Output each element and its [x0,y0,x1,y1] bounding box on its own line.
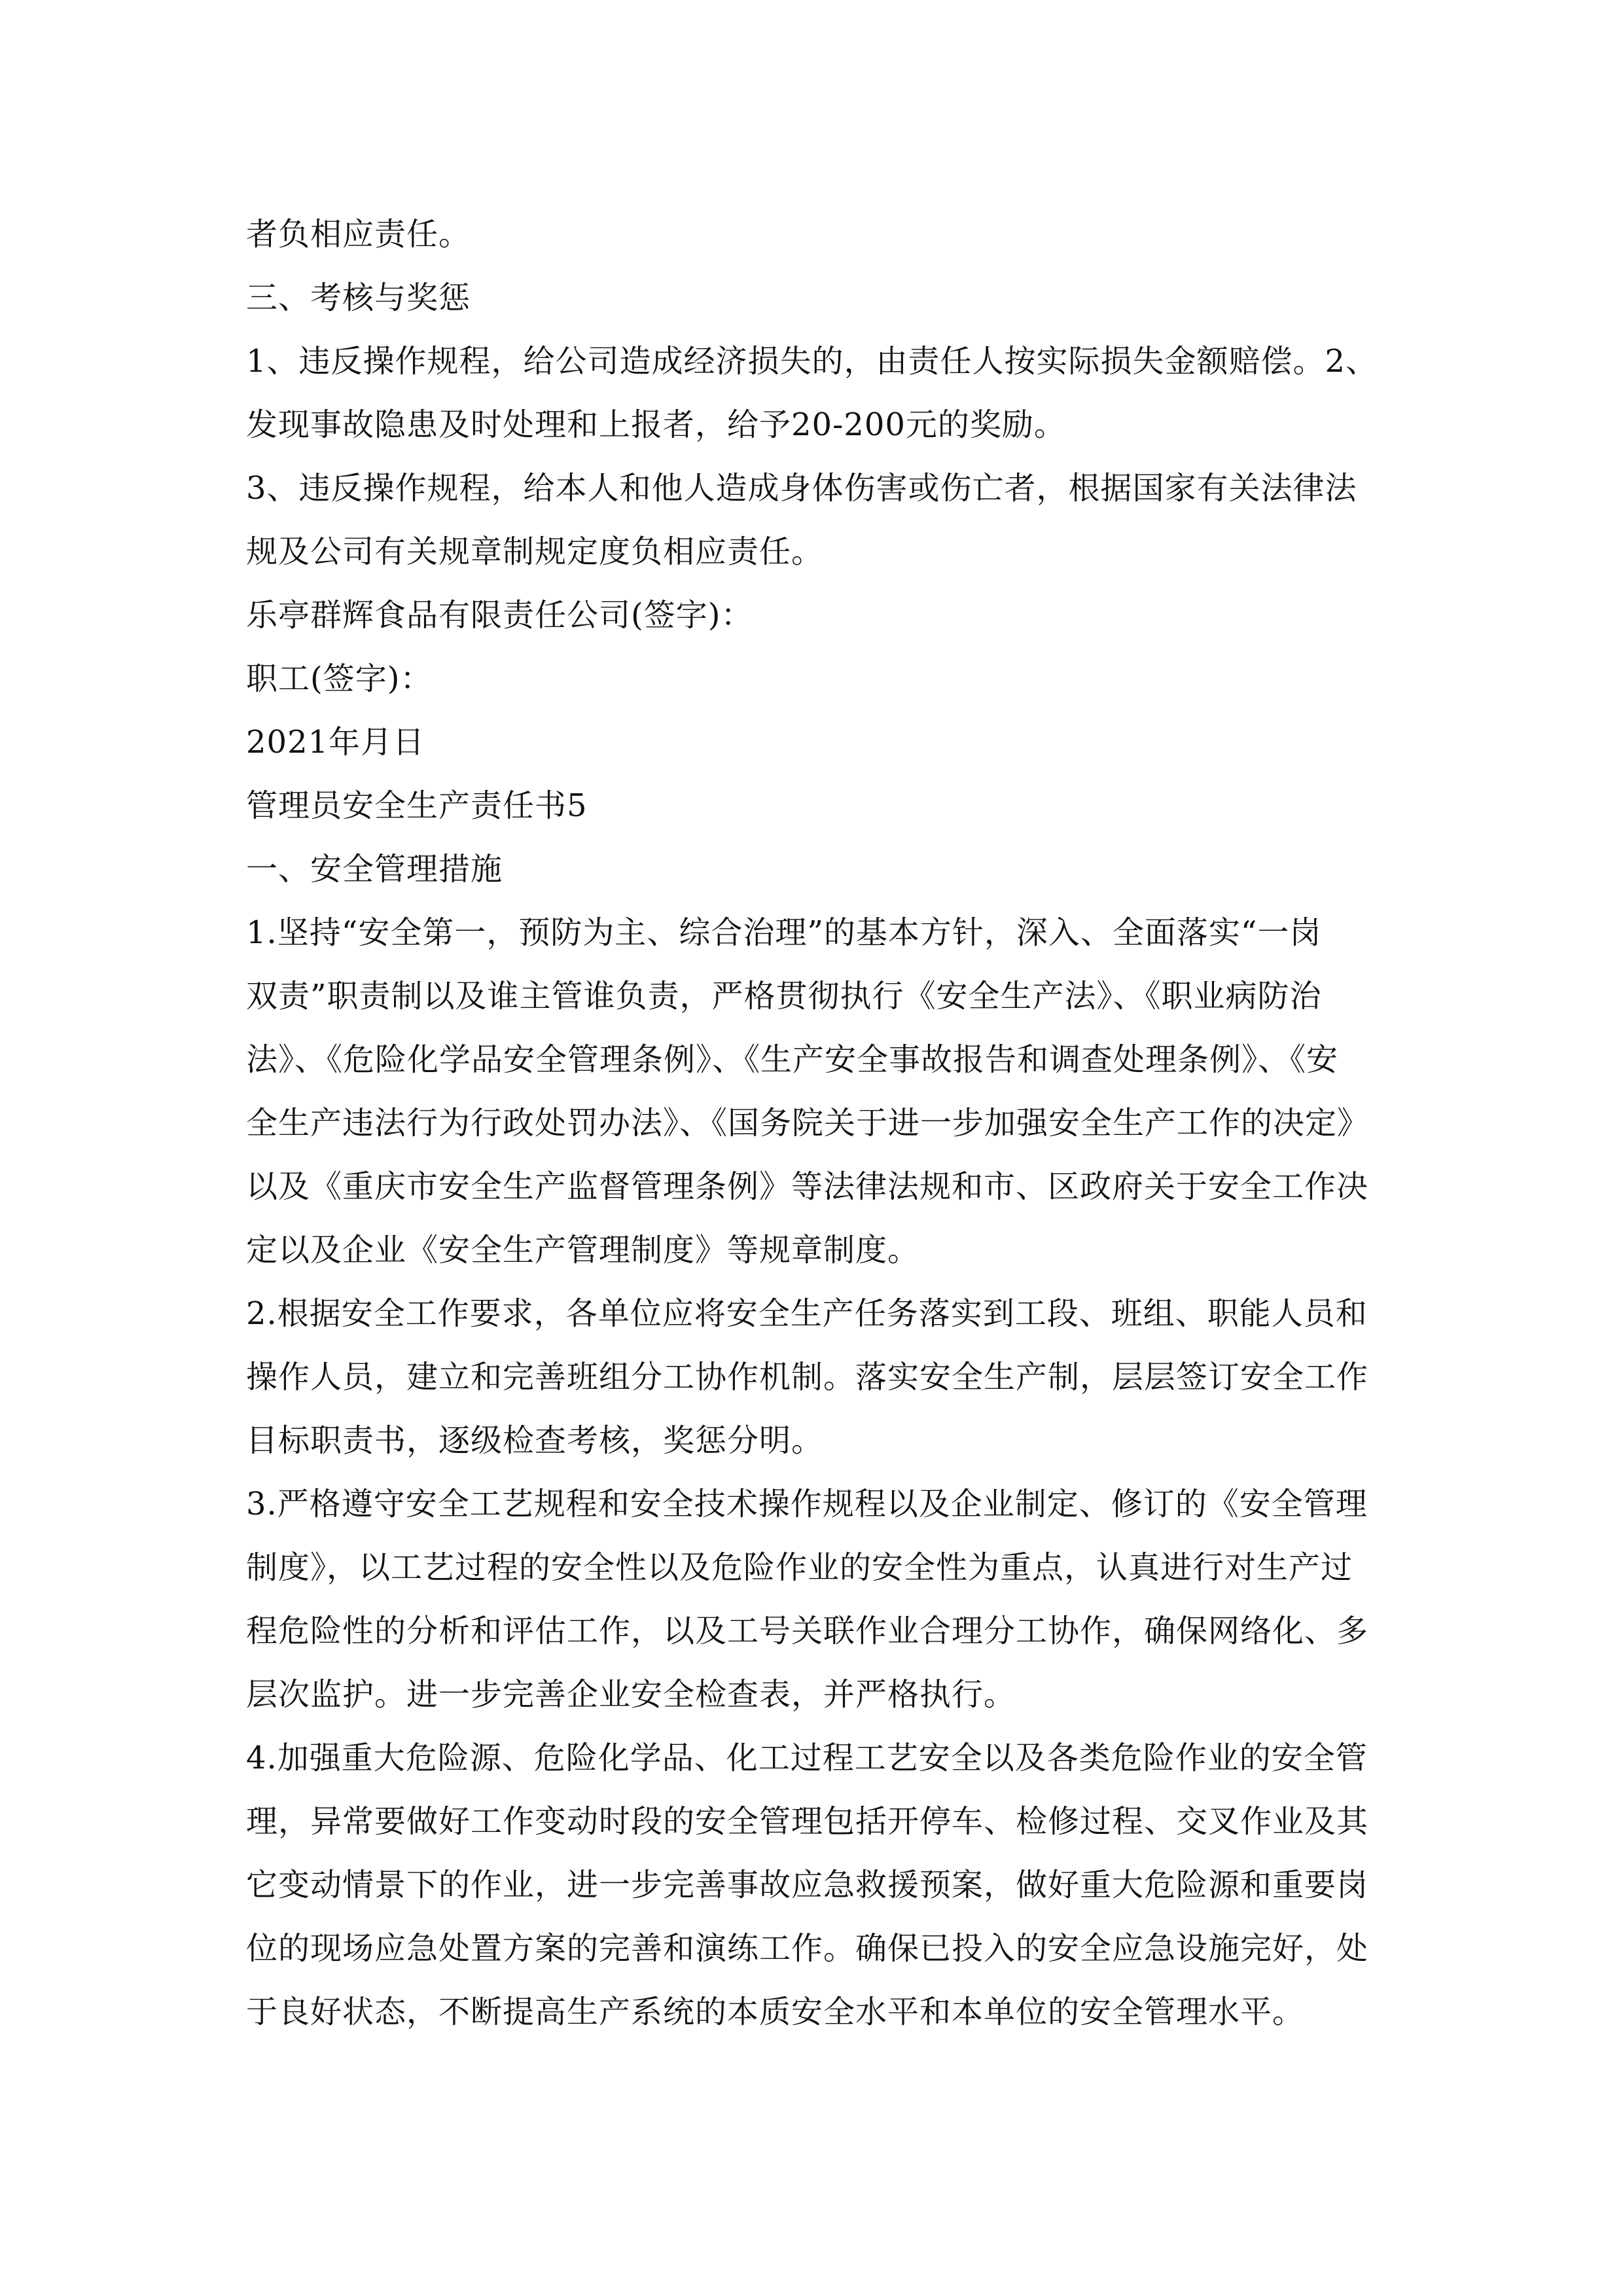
text-line: 以及《重庆市安全生产监督管理条例》等法律法规和市、区政府关于安全工作决 [246,1168,1369,1205]
text-line: 它变动情景下的作业，进一步完善事故应急救援预案，做好重大危险源和重要岗 [246,1867,1369,1903]
text-line: 发现事故隐患及时处理和上报者，给予20-200元的奖励。 [246,406,1066,443]
text-line: 于良好状态，不断提高生产系统的本质安全水平和本单位的安全管理水平。 [246,1994,1305,2030]
text-line: 法》、《危险化学品安全管理条例》、《生产安全事故报告和调查处理条例》、《安 [246,1041,1339,1078]
document-body [246,203,1385,2044]
text-line: 程危险性的分析和评估工作，以及工号关联作业合理分工协作，确保网络化、多 [246,1613,1369,1649]
text-line: 4.加强重大危险源、危险化学品、化工过程工艺安全以及各类危险作业的安全管 [246,1740,1368,1776]
text-line: 3、违反操作规程，给本人和他人造成身体伤害或伤亡者，根据国家有关法律法 [246,470,1357,507]
text-line: 者负相应责任。 [246,216,471,253]
text-line: 目标职责书，逐级检查考核，奖惩分明。 [246,1422,824,1459]
document-title: 管理员安全生产责任书5 [246,787,588,824]
employee-signature-line: 职工(签字)： [246,660,433,697]
text-line: 层次监护。进一步完善企业安全检查表，并严格执行。 [246,1676,1016,1713]
section-heading-measures: 一、安全管理措施 [246,851,503,888]
text-line: 制度》，以工艺过程的安全性以及危险作业的安全性为重点，认真进行对生产过 [246,1549,1353,1586]
text-line: 双责”职责制以及谁主管谁负责，严格贯彻执行《安全生产法》、《职业病防治 [246,978,1322,1014]
section-heading-assessment: 三、考核与奖惩 [246,279,471,316]
company-signature-line: 乐亭群辉食品有限责任公司(签字)： [246,597,753,634]
text-line: 理，异常要做好工作变动时段的安全管理包括开停车、检修过程、交叉作业及其 [246,1803,1369,1840]
text-line: 规及公司有关规章制规定度负相应责任。 [246,533,824,570]
date-line: 2021年月日 [246,724,425,761]
text-line: 操作人员，建立和完善班组分工协作机制。落实安全生产制，层层签订安全工作 [246,1359,1369,1395]
text-line: 2.根据安全工作要求，各单位应将安全生产任务落实到工段、班组、职能人员和 [246,1295,1368,1332]
text-line: 定以及企业《安全生产管理制度》等规章制度。 [246,1232,920,1268]
text-line: 1、违反操作规程，给公司造成经济损失的，由责任人按实际损失金额赔偿。2、 [246,343,1378,380]
text-line: 全生产违法行为行政处罚办法》、《国务院关于进一步加强安全生产工作的决定》 [246,1105,1370,1141]
text-line: 3.严格遵守安全工艺规程和安全技术操作规程以及企业制定、修订的《安全管理 [246,1486,1368,1522]
text-line: 1.坚持“安全第一，预防为主、综合治理”的基本方针，深入、全面落实“一岗 [246,914,1322,951]
text-line: 位的现场应急处置方案的完善和演练工作。确保已投入的安全应急设施完好，处 [246,1930,1369,1967]
